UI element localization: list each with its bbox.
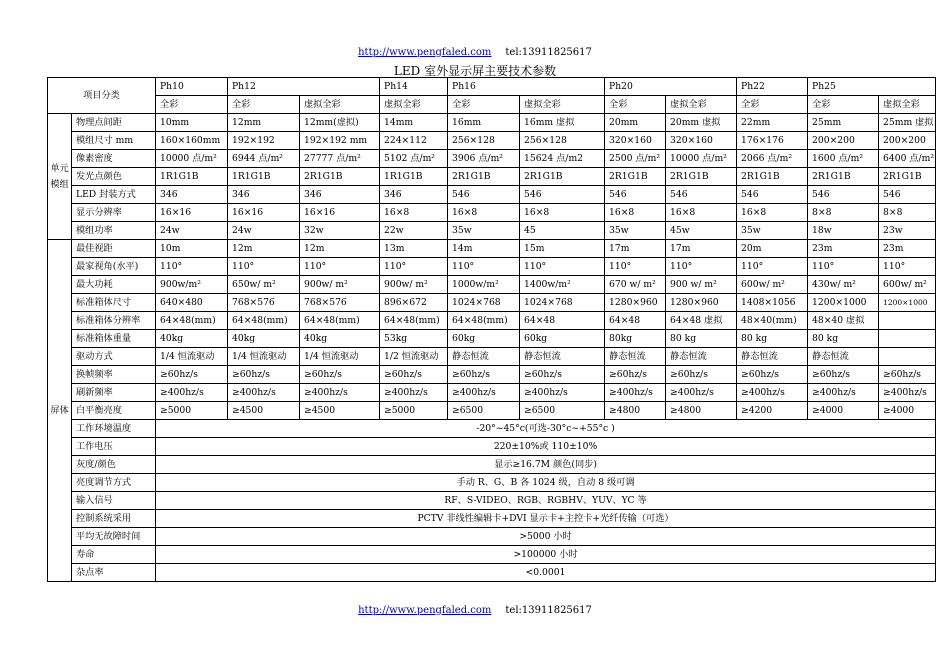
table-cell: 53kg xyxy=(380,330,448,348)
table-row xyxy=(48,456,936,474)
table-cell: 64×48 虚拟 xyxy=(666,312,737,330)
table-cell: 64×48(mm) xyxy=(448,312,520,330)
table-row xyxy=(48,438,936,456)
table-cell: 670 w/ m² xyxy=(605,276,666,294)
row-label: 标准箱体重量 xyxy=(72,330,156,348)
table-cell: 320×160 xyxy=(666,132,737,150)
table-cell: 2R1G1B xyxy=(605,168,666,186)
table-cell: 6400 点/m² xyxy=(879,150,936,168)
table-cell: 1000w/m² xyxy=(448,276,520,294)
table-cell: 640×480 xyxy=(156,294,228,312)
table-cell: 80 kg xyxy=(808,330,879,348)
table-cell: ≥60hz/s xyxy=(879,366,936,384)
merged-value-cell: -20°~45°c(可选-30°c~+55°c ) xyxy=(156,420,936,438)
table-cell: 16×8 xyxy=(380,204,448,222)
table-cell xyxy=(879,330,936,348)
table-row xyxy=(48,186,936,204)
table-cell: 900w/ m² xyxy=(300,276,380,294)
table-row xyxy=(48,402,936,420)
table-cell xyxy=(879,312,936,330)
page-header xyxy=(0,47,950,58)
table-cell: 60kg xyxy=(448,330,520,348)
table-cell: 15624 点/m2 xyxy=(520,150,605,168)
table-row xyxy=(48,312,936,330)
table-cell: 20mm xyxy=(605,114,666,132)
table-row xyxy=(48,276,936,294)
table-cell: 24w xyxy=(228,222,300,240)
table-row xyxy=(48,564,936,582)
table-cell: 1024×768 xyxy=(520,294,605,312)
table-cell: 24w xyxy=(156,222,228,240)
table-cell: 256×128 xyxy=(448,132,520,150)
table-cell: 320×160 xyxy=(605,132,666,150)
table-cell: 23m xyxy=(808,240,879,258)
table-cell: 1/2 恒流驱动 xyxy=(380,348,448,366)
table-row xyxy=(48,222,936,240)
table-cell: 110° xyxy=(156,258,228,276)
table-cell: ≥400hz/s xyxy=(737,384,808,402)
unit-module-section xyxy=(48,114,936,240)
table-cell: ≥4500 xyxy=(228,402,300,420)
table-row xyxy=(48,258,936,276)
table-row xyxy=(48,528,936,546)
table-cell: 650w/ m² xyxy=(228,276,300,294)
table-cell: 64×48(mm) xyxy=(228,312,300,330)
table-cell: 224×112 xyxy=(380,132,448,150)
model-ph20: Ph20 xyxy=(605,78,737,96)
table-cell: 25mm xyxy=(808,114,879,132)
type-header-row xyxy=(48,96,936,114)
table-cell: 64×48 xyxy=(520,312,605,330)
table-cell: 静态恒流 xyxy=(808,348,879,366)
table-cell: ≥5000 xyxy=(380,402,448,420)
row-label: 换帧频率 xyxy=(72,366,156,384)
type-cell: 虚拟全彩 xyxy=(879,96,936,114)
table-cell: 546 xyxy=(666,186,737,204)
table-cell: 64×48(mm) xyxy=(300,312,380,330)
table-cell: ≥60hz/s xyxy=(156,366,228,384)
row-label: 刷新频率 xyxy=(72,384,156,402)
table-cell: 1024×768 xyxy=(448,294,520,312)
table-cell: 546 xyxy=(520,186,605,204)
table-cell: 110° xyxy=(228,258,300,276)
table-cell: 64×48(mm) xyxy=(380,312,448,330)
row-label: 寿命 xyxy=(72,546,156,564)
table-row xyxy=(48,420,936,438)
page-footer xyxy=(0,605,950,616)
table-cell: 200×200 xyxy=(808,132,879,150)
row-label: 驱动方式 xyxy=(72,348,156,366)
table-cell: 2R1G1B xyxy=(300,168,380,186)
group-label: 屏体 xyxy=(48,240,72,582)
table-cell: 546 xyxy=(737,186,808,204)
table-cell: 1280×960 xyxy=(605,294,666,312)
type-cell: 全彩 xyxy=(448,96,520,114)
type-cell: 全彩 xyxy=(737,96,808,114)
table-row xyxy=(48,348,936,366)
table-cell: 16×8 xyxy=(605,204,666,222)
merged-value-cell: >5000 小时 xyxy=(156,528,936,546)
row-label: 模组功率 xyxy=(72,222,156,240)
row-label: 最家视角(水平) xyxy=(72,258,156,276)
table-cell: 5102 点/m² xyxy=(380,150,448,168)
table-cell: 110° xyxy=(520,258,605,276)
table-cell: 768×576 xyxy=(228,294,300,312)
table-cell: ≥4500 xyxy=(300,402,380,420)
table-cell: ≥400hz/s xyxy=(808,384,879,402)
table-row xyxy=(48,294,936,312)
table-cell: 10mm xyxy=(156,114,228,132)
table-row xyxy=(48,510,936,528)
merged-value-cell: 显示≥16.7M 颜色(同步) xyxy=(156,456,936,474)
cabinet-section xyxy=(48,240,936,582)
category-header: 项目分类 xyxy=(48,78,156,114)
table-cell: 16×8 xyxy=(520,204,605,222)
table-cell: 430w/ m² xyxy=(808,276,879,294)
group-label: 单元模组 xyxy=(48,114,72,240)
table-cell: ≥4000 xyxy=(808,402,879,420)
table-cell: 1408×1056 xyxy=(737,294,808,312)
type-cell: 虚拟全彩 xyxy=(380,96,448,114)
table-cell: 12mm xyxy=(228,114,300,132)
table-cell: 2R1G1B xyxy=(666,168,737,186)
table-cell: 64×48 xyxy=(605,312,666,330)
website-link[interactable]: http://www.pengfaled.com xyxy=(358,605,492,616)
row-label: 平均无故障时间 xyxy=(72,528,156,546)
table-cell: 3906 点/m² xyxy=(448,150,520,168)
type-cell: 全彩 xyxy=(228,96,300,114)
table-cell: 546 xyxy=(808,186,879,204)
website-link[interactable]: http://www.pengfaled.com xyxy=(358,47,492,58)
table-cell: 600w/ m² xyxy=(879,276,936,294)
type-cell: 全彩 xyxy=(605,96,666,114)
table-cell: ≥5000 xyxy=(156,402,228,420)
table-cell: 2066 点/m² xyxy=(737,150,808,168)
row-label: 控制系统采用 xyxy=(72,510,156,528)
table-cell: 16×16 xyxy=(300,204,380,222)
table-cell: 20mm 虚拟 xyxy=(666,114,737,132)
table-cell: 768×576 xyxy=(300,294,380,312)
table-cell: 48×40 虚拟 xyxy=(808,312,879,330)
table-cell: 12mm(虚拟) xyxy=(300,114,380,132)
merged-value-cell: PCTV 非线性编辑卡+DVI 显示卡+主控卡+光纤传输（可选） xyxy=(156,510,936,528)
table-cell: ≥400hz/s xyxy=(448,384,520,402)
row-label: LED 封装方式 xyxy=(72,186,156,204)
table-cell: 35w xyxy=(605,222,666,240)
table-cell: 17m xyxy=(666,240,737,258)
table-cell: ≥6500 xyxy=(448,402,520,420)
table-cell: ≥4800 xyxy=(666,402,737,420)
table-row xyxy=(48,330,936,348)
merged-value-cell: >100000 小时 xyxy=(156,546,936,564)
table-cell: 900w/ m² xyxy=(380,276,448,294)
table-cell: 1R1G1B xyxy=(380,168,448,186)
table-cell: ≥4200 xyxy=(737,402,808,420)
table-cell: 12m xyxy=(300,240,380,258)
table-cell: ≥4800 xyxy=(605,402,666,420)
table-cell: 25mm 虚拟 xyxy=(879,114,936,132)
row-label: 物理点间距 xyxy=(72,114,156,132)
table-cell: 45 xyxy=(520,222,605,240)
table-cell: 16mm xyxy=(448,114,520,132)
table-cell: ≥400hz/s xyxy=(879,384,936,402)
table-cell: 22mm xyxy=(737,114,808,132)
table-cell: 48×40(mm) xyxy=(737,312,808,330)
table-cell: 18w xyxy=(808,222,879,240)
table-cell: 16mm 虚拟 xyxy=(520,114,605,132)
table-cell: 110° xyxy=(879,258,936,276)
row-label: 最佳视距 xyxy=(72,240,156,258)
row-label: 亮度调节方式 xyxy=(72,474,156,492)
table-row xyxy=(48,492,936,510)
table-cell: ≥4000 xyxy=(879,402,936,420)
table-cell: 1/4 恒流驱动 xyxy=(156,348,228,366)
row-label: 标准箱体分辨率 xyxy=(72,312,156,330)
table-cell: 80kg xyxy=(605,330,666,348)
row-label: 显示分辨率 xyxy=(72,204,156,222)
row-label: 工作电压 xyxy=(72,438,156,456)
table-cell: 1280×960 xyxy=(666,294,737,312)
table-cell: 12m xyxy=(228,240,300,258)
table-cell: 35w xyxy=(737,222,808,240)
model-ph25: Ph25 xyxy=(808,78,936,96)
spec-table xyxy=(47,77,936,582)
table-cell: ≥400hz/s xyxy=(666,384,737,402)
table-cell: 1/4 恒流驱动 xyxy=(300,348,380,366)
table-cell: 40kg xyxy=(156,330,228,348)
table-cell: 1600 点/m² xyxy=(808,150,879,168)
table-cell: 546 xyxy=(879,186,936,204)
type-cell: 全彩 xyxy=(808,96,879,114)
table-cell: 896×672 xyxy=(380,294,448,312)
row-label: 模组尺寸 mm xyxy=(72,132,156,150)
table-cell: 40kg xyxy=(300,330,380,348)
table-cell: 110° xyxy=(808,258,879,276)
merged-value-cell: 手动 R、G、B 各 1024 级，自动 8 级可调 xyxy=(156,474,936,492)
table-cell: ≥60hz/s xyxy=(380,366,448,384)
table-row xyxy=(48,384,936,402)
row-label: 输入信号 xyxy=(72,492,156,510)
table-row xyxy=(48,114,936,132)
model-ph12: Ph12 xyxy=(228,78,380,96)
table-cell: 1R1G1B xyxy=(156,168,228,186)
table-cell: 16×16 xyxy=(156,204,228,222)
table-cell: 546 xyxy=(448,186,520,204)
table-row xyxy=(48,240,936,258)
table-cell: 16×8 xyxy=(737,204,808,222)
model-ph10: Ph10 xyxy=(156,78,228,96)
table-cell: 16×8 xyxy=(666,204,737,222)
row-label: 发光点颜色 xyxy=(72,168,156,186)
table-cell: 192×192 xyxy=(228,132,300,150)
table-cell: 22w xyxy=(380,222,448,240)
table-cell: 110° xyxy=(380,258,448,276)
merged-value-cell: <0.0001 xyxy=(156,564,936,582)
row-label: 工作环境温度 xyxy=(72,420,156,438)
table-cell: ≥60hz/s xyxy=(228,366,300,384)
table-cell: 16×8 xyxy=(448,204,520,222)
table-cell: 2R1G1B xyxy=(879,168,936,186)
table-cell: 8×8 xyxy=(879,204,936,222)
table-cell: 346 xyxy=(380,186,448,204)
table-cell: ≥400hz/s xyxy=(300,384,380,402)
table-row xyxy=(48,474,936,492)
table-cell: 2R1G1B xyxy=(737,168,808,186)
table-cell: 110° xyxy=(300,258,380,276)
table-cell: 2R1G1B xyxy=(520,168,605,186)
type-cell: 虚拟全彩 xyxy=(666,96,737,114)
table-cell: ≥60hz/s xyxy=(520,366,605,384)
table-cell: 600w/ m² xyxy=(737,276,808,294)
table-cell: 110° xyxy=(737,258,808,276)
table-cell: 80 kg xyxy=(666,330,737,348)
table-cell xyxy=(879,348,936,366)
table-cell: 6944 点/m² xyxy=(228,150,300,168)
table-cell: 1200×1000 xyxy=(808,294,879,312)
type-cell: 全彩 xyxy=(156,96,228,114)
table-cell: 160×160mm xyxy=(156,132,228,150)
table-cell: 17m xyxy=(605,240,666,258)
table-cell: 10m xyxy=(156,240,228,258)
table-cell: ≥60hz/s xyxy=(737,366,808,384)
table-cell: 192×192 mm xyxy=(300,132,380,150)
row-label: 灰度/颜色 xyxy=(72,456,156,474)
table-cell: 13m xyxy=(380,240,448,258)
phone-number: tel:13911825617 xyxy=(505,605,592,616)
table-cell: ≥60hz/s xyxy=(448,366,520,384)
table-cell: 176×176 xyxy=(737,132,808,150)
table-cell: 110° xyxy=(448,258,520,276)
page-title: LED 室外显示屏主要技术参数 xyxy=(393,64,557,78)
table-cell: 2R1G1B xyxy=(448,168,520,186)
row-label: 白平衡亮度 xyxy=(72,402,156,420)
model-ph14: Ph14 xyxy=(380,78,448,96)
table-row xyxy=(48,546,936,564)
table-row xyxy=(48,150,936,168)
table-cell: 14m xyxy=(448,240,520,258)
table-cell: 14mm xyxy=(380,114,448,132)
table-cell: ≥400hz/s xyxy=(520,384,605,402)
table-cell: 1R1G1B xyxy=(228,168,300,186)
table-cell: 900w/m² xyxy=(156,276,228,294)
table-cell: ≥400hz/s xyxy=(380,384,448,402)
table-cell: 23w xyxy=(879,222,936,240)
table-cell: 1/4 恒流驱动 xyxy=(228,348,300,366)
row-label: 最大功耗 xyxy=(72,276,156,294)
table-cell: 200×200 xyxy=(879,132,936,150)
table-cell: 8×8 xyxy=(808,204,879,222)
model-ph22: Ph22 xyxy=(737,78,808,96)
table-cell: 45w xyxy=(666,222,737,240)
table-row xyxy=(48,168,936,186)
table-cell: ≥400hz/s xyxy=(605,384,666,402)
table-cell: 64×48(mm) xyxy=(156,312,228,330)
row-label: 标准箱体尺寸 xyxy=(72,294,156,312)
model-ph16: Ph16 xyxy=(448,78,605,96)
table-cell: 110° xyxy=(666,258,737,276)
table-cell: ≥6500 xyxy=(520,402,605,420)
table-cell: 346 xyxy=(228,186,300,204)
table-row xyxy=(48,132,936,150)
table-cell: 2R1G1B xyxy=(808,168,879,186)
table-cell: 20m xyxy=(737,240,808,258)
table-cell: 1400w/m² xyxy=(520,276,605,294)
table-cell: 346 xyxy=(156,186,228,204)
merged-value-cell: 220±10%或 110±10% xyxy=(156,438,936,456)
table-cell: ≥60hz/s xyxy=(605,366,666,384)
table-row xyxy=(48,366,936,384)
table-cell: 546 xyxy=(605,186,666,204)
table-cell: 80 kg xyxy=(737,330,808,348)
table-cell: 27777 点/m² xyxy=(300,150,380,168)
table-cell: ≥60hz/s xyxy=(808,366,879,384)
type-cell: 虚拟全彩 xyxy=(300,96,380,114)
table-cell: 10000 点/m² xyxy=(666,150,737,168)
merged-value-cell: RF、S-VIDEO、RGB、RGBHV、YUV、YC 等 xyxy=(156,492,936,510)
table-cell: 静态恒流 xyxy=(666,348,737,366)
table-cell: 23m xyxy=(879,240,936,258)
table-cell: 346 xyxy=(300,186,380,204)
row-label: 像素密度 xyxy=(72,150,156,168)
table-cell: 60kg xyxy=(520,330,605,348)
table-cell: 32w xyxy=(300,222,380,240)
table-cell: 15m xyxy=(520,240,605,258)
table-cell: 256×128 xyxy=(520,132,605,150)
table-cell: 900 w/ m² xyxy=(666,276,737,294)
table-cell: 静态恒流 xyxy=(737,348,808,366)
model-header-row xyxy=(48,78,936,96)
table-cell: ≥60hz/s xyxy=(666,366,737,384)
table-cell: 1200×1000 xyxy=(879,294,936,312)
table-cell: 静态恒流 xyxy=(448,348,520,366)
table-cell: 2500 点/m² xyxy=(605,150,666,168)
table-cell: 静态恒流 xyxy=(605,348,666,366)
row-label: 杂点率 xyxy=(72,564,156,582)
table-cell: 10000 点/m² xyxy=(156,150,228,168)
table-cell: 40kg xyxy=(228,330,300,348)
table-cell: 110° xyxy=(605,258,666,276)
type-cell: 虚拟全彩 xyxy=(520,96,605,114)
table-cell: 静态恒流 xyxy=(520,348,605,366)
phone-number: tel:13911825617 xyxy=(505,47,592,58)
table-cell: ≥400hz/s xyxy=(228,384,300,402)
table-cell: ≥60hz/s xyxy=(300,366,380,384)
table-row xyxy=(48,204,936,222)
table-cell: 35w xyxy=(448,222,520,240)
table-cell: ≥400hz/s xyxy=(156,384,228,402)
table-cell: 16×16 xyxy=(228,204,300,222)
